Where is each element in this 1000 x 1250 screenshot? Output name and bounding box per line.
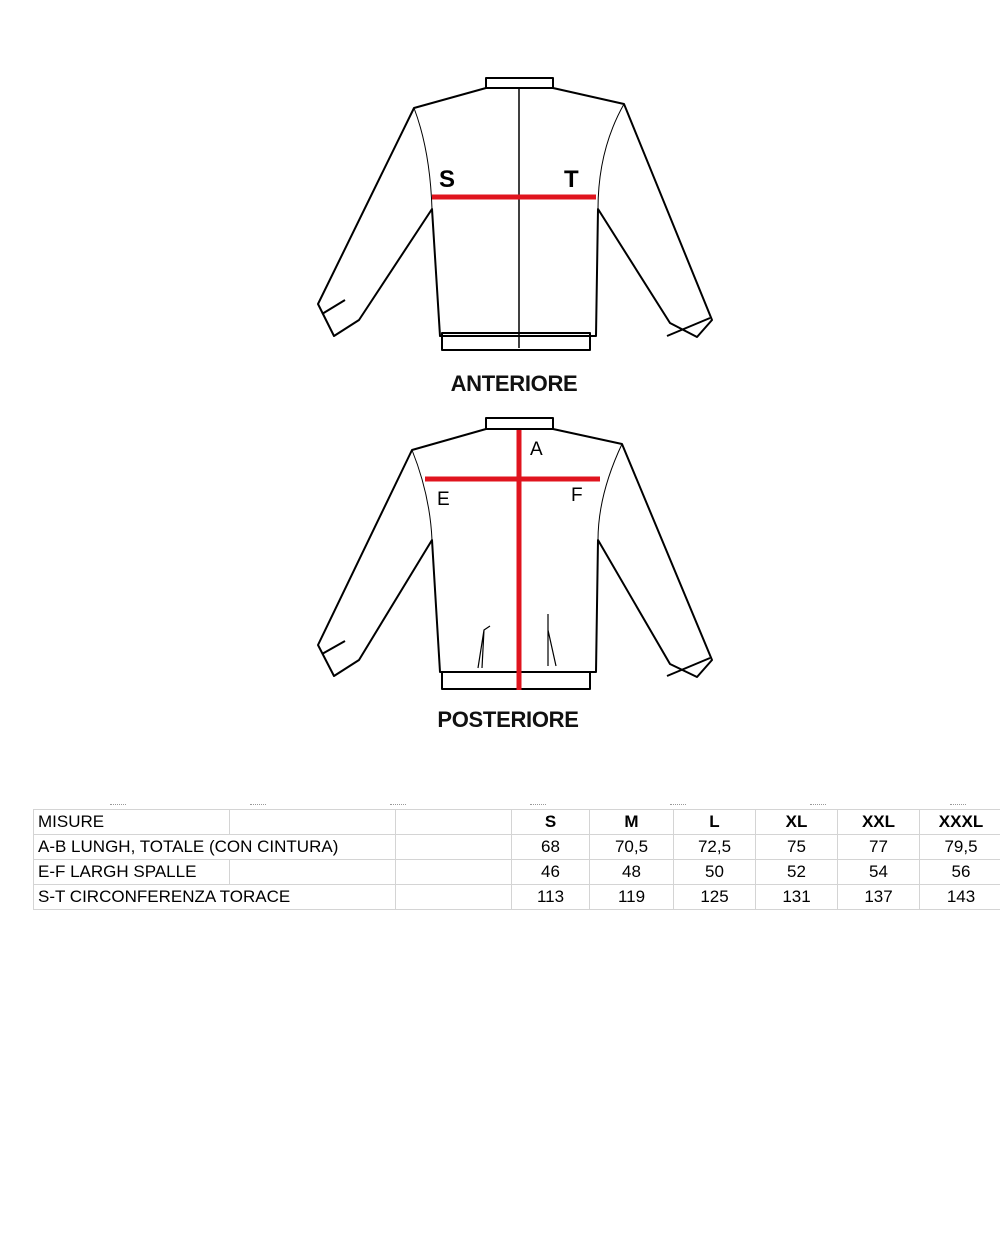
point-label-f: F xyxy=(571,485,583,506)
empty-cell xyxy=(396,810,512,835)
empty-cell xyxy=(396,885,512,910)
point-label-t: T xyxy=(564,166,579,193)
jacket-front xyxy=(318,78,712,350)
size-header-xxxl: XXXL xyxy=(920,810,1000,835)
size-header-xl: XL xyxy=(756,810,838,835)
front-left-cuff-line xyxy=(322,300,345,314)
table-mark xyxy=(250,804,266,808)
back-left-cuff-line xyxy=(322,641,345,654)
point-label-s: S xyxy=(439,166,456,193)
value-cell: 52 xyxy=(756,860,838,885)
point-label-e: E xyxy=(437,489,450,510)
back-right-armhole xyxy=(598,444,622,540)
table-header-row xyxy=(34,810,1000,835)
row-label-shoulders: E-F LARGH SPALLE xyxy=(34,860,230,885)
value-cell: 54 xyxy=(838,860,920,885)
value-cell: 137 xyxy=(838,885,920,910)
front-right-armhole xyxy=(598,104,624,209)
value-cell: 79,5 xyxy=(920,835,1000,860)
back-left-pleat xyxy=(478,626,490,668)
value-cell: 131 xyxy=(756,885,838,910)
table-row xyxy=(34,885,1000,910)
size-header-s: S xyxy=(512,810,590,835)
row-label-length: A-B LUNGH, TOTALE (CON CINTURA) xyxy=(34,835,396,860)
size-header-m: M xyxy=(590,810,674,835)
table-mark xyxy=(530,804,546,808)
empty-cell xyxy=(396,835,512,860)
value-cell: 68 xyxy=(512,835,590,860)
size-header-xxl: XXL xyxy=(838,810,920,835)
front-body-outline xyxy=(318,88,712,337)
table-mark xyxy=(810,804,826,808)
point-label-a: A xyxy=(530,439,543,460)
size-chart-table xyxy=(33,809,1000,910)
back-hem-band xyxy=(442,672,590,689)
back-collar xyxy=(486,418,553,429)
back-left-armhole xyxy=(412,450,432,540)
back-right-pleat xyxy=(548,614,556,666)
table-mark xyxy=(950,804,966,808)
value-cell: 143 xyxy=(920,885,1000,910)
value-cell: 75 xyxy=(756,835,838,860)
value-cell: 56 xyxy=(920,860,1000,885)
value-cell: 48 xyxy=(590,860,674,885)
front-left-armhole xyxy=(414,108,432,209)
row-label-chest: S-T CIRCONFERENZA TORACE xyxy=(34,885,396,910)
empty-cell xyxy=(230,860,396,885)
table-row xyxy=(34,860,1000,885)
value-cell: 50 xyxy=(674,860,756,885)
value-cell: 113 xyxy=(512,885,590,910)
front-collar xyxy=(486,78,553,88)
value-cell: 72,5 xyxy=(674,835,756,860)
back-body-outline xyxy=(318,429,712,677)
table-mark xyxy=(110,804,126,808)
value-cell: 77 xyxy=(838,835,920,860)
table-mark xyxy=(670,804,686,808)
value-cell: 119 xyxy=(590,885,674,910)
jacket-back xyxy=(318,418,712,689)
back-view-caption: POSTERIORE xyxy=(437,707,579,732)
size-header-l: L xyxy=(674,810,756,835)
empty-cell xyxy=(230,810,396,835)
value-cell: 46 xyxy=(512,860,590,885)
empty-cell xyxy=(396,860,512,885)
front-view-caption: ANTERIORE xyxy=(450,371,578,396)
value-cell: 125 xyxy=(674,885,756,910)
value-cell: 70,5 xyxy=(590,835,674,860)
table-mark xyxy=(390,804,406,808)
table-row xyxy=(34,835,1000,860)
header-label-cell: MISURE xyxy=(34,810,230,835)
